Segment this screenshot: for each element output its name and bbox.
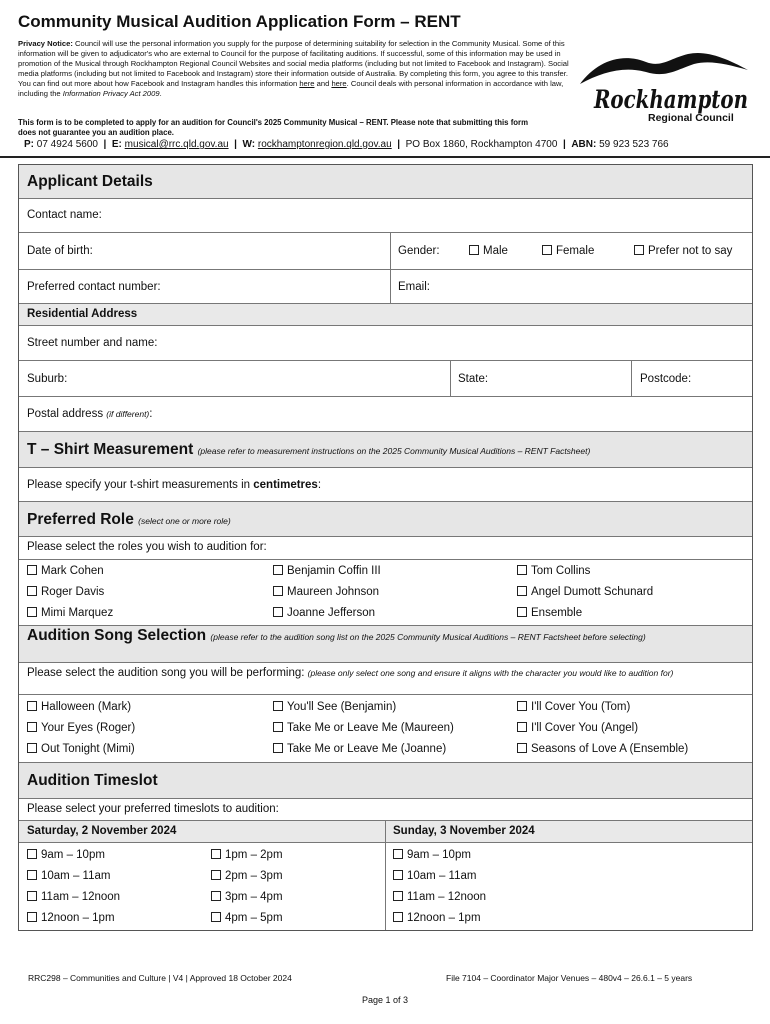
street-field[interactable] [19, 326, 752, 361]
abn-label: ABN: [571, 139, 597, 150]
day2-heading: Sunday, 3 November 2024 [393, 825, 535, 837]
gender-prefer-not-checkbox[interactable] [634, 245, 732, 257]
checkbox-icon [393, 912, 403, 922]
contact-name-label: Contact name: [27, 209, 102, 221]
checkbox-icon [393, 849, 403, 859]
checkbox-icon [517, 743, 527, 753]
checkbox-icon [27, 912, 37, 922]
email-label: E: [111, 139, 122, 150]
privacy-notice [18, 39, 570, 99]
role-option[interactable]: Mimi Marquez [27, 607, 113, 619]
abn-number: 59 923 523 766 [599, 139, 669, 150]
checkbox-icon [27, 891, 37, 901]
role-option[interactable]: Maureen Johnson [273, 586, 379, 598]
timeslot-option[interactable]: 4pm – 5pm [211, 912, 283, 924]
header-rule [0, 156, 770, 158]
web-label: W: [242, 139, 256, 150]
facebook-privacy-link[interactable]: here [299, 79, 315, 88]
song-instruction-row [19, 663, 752, 695]
page-number: Page 1 of 3 [361, 995, 409, 1005]
checkbox-icon [27, 701, 37, 711]
song-option[interactable]: Take Me or Leave Me (Joanne) [273, 743, 446, 755]
role-option[interactable]: Ensemble [517, 607, 582, 619]
timeslot-options [19, 843, 752, 930]
postal-label: Postal address (if different): [27, 408, 153, 420]
rockhampton-logo [576, 44, 752, 124]
song-option[interactable]: I'll Cover You (Tom) [517, 701, 630, 713]
checkbox-icon [517, 701, 527, 711]
privacy-text-2: . Council deals with personal information in accordance with law, including the [18, 79, 564, 98]
song-option[interactable]: Seasons of Love A (Ensemble) [517, 743, 688, 755]
checkbox-icon [27, 607, 37, 617]
footer-left: RRC298 – Communities and Culture | V4 | Approved 18 October 2024 [28, 973, 292, 983]
role-option[interactable]: Joanne Jefferson [273, 607, 375, 619]
checkbox-icon [273, 565, 283, 575]
checkbox-icon [27, 743, 37, 753]
tshirt-measurement-field[interactable] [19, 468, 752, 502]
checkbox-icon [393, 870, 403, 880]
role-option[interactable]: Mark Cohen [27, 565, 104, 577]
song-options [19, 695, 752, 763]
footer-right: File 7104 – Coordinator Major Venues – 480v4 – 26.6.1 – 5 years [446, 973, 693, 983]
divider [631, 361, 632, 396]
section-audition-timeslot [19, 763, 752, 799]
section-applicant-details [19, 165, 752, 199]
separator: | [103, 139, 107, 150]
separator: | [234, 139, 237, 150]
privacy-end: . [159, 89, 162, 98]
checkbox-icon [634, 245, 644, 255]
email-field-label[interactable]: Email: [398, 281, 430, 293]
checkbox-icon [517, 586, 527, 596]
timeslot-instruction-row [19, 799, 752, 821]
state-label[interactable]: State: [458, 373, 489, 385]
timeslot-option[interactable]: 3pm – 4pm [211, 891, 283, 903]
po-box: PO Box 1860, Rockhampton 4700 [405, 139, 558, 150]
role-option[interactable]: Angel Dumott Schunard [517, 586, 653, 598]
role-option[interactable]: Benjamin Coffin III [273, 565, 381, 577]
checkbox-icon [211, 912, 221, 922]
email-link[interactable]: musical@rrc.qld.gov.au [124, 139, 229, 150]
phone-field-label[interactable]: Preferred contact number: [27, 281, 161, 293]
timeslot-option[interactable]: 10am – 11am [393, 870, 476, 882]
privacy-label: Privacy Notice: [18, 39, 73, 48]
checkbox-icon [211, 891, 221, 901]
song-option[interactable]: You'll See (Benjamin) [273, 701, 396, 713]
checkbox-icon [273, 701, 283, 711]
role-options [19, 560, 752, 626]
separator: | [397, 139, 401, 150]
subheading-label: Residential Address [27, 308, 138, 320]
application-form [18, 164, 753, 931]
contact-name-field[interactable] [19, 199, 752, 233]
contact-bar [24, 139, 669, 150]
timeslot-option[interactable]: 9am – 10pm [393, 849, 471, 861]
checkbox-icon [27, 586, 37, 596]
checkbox-icon [517, 607, 527, 617]
gender-label: Gender: [398, 245, 440, 257]
option-label: Prefer not to say [648, 245, 733, 257]
role-option[interactable]: Tom Collins [517, 565, 590, 577]
phone-label: P: [24, 139, 34, 150]
divider [385, 843, 386, 930]
section-heading: Preferred Role (select one or more role) [27, 511, 231, 528]
separator: | [562, 139, 566, 150]
timeslot-option[interactable]: 2pm – 3pm [211, 870, 283, 882]
section-preferred-role [19, 502, 752, 537]
suburb-label[interactable]: Suburb: [27, 373, 68, 385]
role-instruction: Please select the roles you wish to audition for: [27, 541, 267, 553]
timeslot-option[interactable]: 1pm – 2pm [211, 849, 283, 861]
timeslot-option[interactable]: 12noon – 1pm [393, 912, 481, 924]
checkbox-icon [273, 722, 283, 732]
checkbox-icon [211, 849, 221, 859]
checkbox-icon [542, 245, 552, 255]
role-instruction-row [19, 537, 752, 560]
tshirt-instruction: Please specify your t-shirt measurements in centimetres: [27, 479, 322, 491]
checkbox-icon [211, 870, 221, 880]
logo-subtitle: Regional Council [648, 112, 734, 124]
timeslot-instruction: Please select your preferred timeslots to audition: [27, 803, 279, 815]
divider [390, 233, 391, 269]
checkbox-icon [27, 722, 37, 732]
song-option[interactable]: Your Eyes (Roger) [27, 722, 135, 734]
song-option[interactable]: I'll Cover You (Angel) [517, 722, 638, 734]
section-heading: Audition Song Selection (please refer to the audition song list on the 2025 Community Musical Auditions – RENT Factsheet before selecting) [27, 627, 646, 644]
checkbox-icon [273, 607, 283, 617]
timeslot-option[interactable]: 11am – 12noon [27, 891, 120, 903]
divider [390, 270, 391, 303]
dob-gender-row [19, 233, 752, 270]
postcode-label[interactable]: Postcode: [640, 373, 692, 385]
option-label: Female [556, 245, 595, 257]
section-song-selection [19, 626, 752, 663]
song-instruction: Please select the audition song you will be performing: (please only select one song and ensure it aligns with the character you would like to audition for) [27, 667, 674, 679]
postal-address-field[interactable] [19, 397, 752, 432]
checkbox-icon [393, 891, 403, 901]
dob-label: Date of birth: [27, 245, 93, 257]
privacy-and: and [316, 79, 330, 88]
gender-female-checkbox[interactable] [542, 245, 594, 257]
option-label: Male [483, 245, 508, 257]
suburb-state-postcode-row [19, 361, 752, 397]
logo-wordmark: Rockhampton [593, 85, 748, 114]
residential-address-subheading [19, 304, 752, 326]
day1-heading: Saturday, 2 November 2024 [27, 825, 177, 837]
timeslot-days-row [19, 821, 752, 843]
divider [385, 821, 386, 842]
section-heading: Applicant Details [27, 173, 153, 190]
checkbox-icon [273, 743, 283, 753]
page-title: Community Musical Audition Application Form – RENT [18, 12, 461, 31]
phone-email-row [19, 270, 752, 304]
timeslot-option[interactable]: 9am – 10pm [27, 849, 105, 861]
apply-note: This form is to be completed to apply for an audition for Council's 2025 Community Musical – RENT. Please note that submitting this form does not guarantee you an audition place. [18, 118, 529, 137]
divider [450, 361, 451, 396]
checkbox-icon [517, 722, 527, 732]
checkbox-icon [27, 849, 37, 859]
checkbox-icon [27, 870, 37, 880]
privacy-act: Information Privacy Act 2009 [62, 89, 160, 98]
timeslot-option[interactable]: 10am – 11am [27, 870, 110, 882]
song-option[interactable]: Take Me or Leave Me (Maureen) [273, 722, 454, 734]
checkbox-icon [469, 245, 479, 255]
song-option[interactable]: Halloween (Mark) [27, 701, 131, 713]
phone-number: 07 4924 5600 [36, 139, 98, 150]
website-link[interactable]: rockhamptonregion.qld.gov.au [257, 139, 392, 150]
street-label: Street number and name: [27, 337, 158, 349]
section-heading: Audition Timeslot [27, 772, 158, 789]
section-tshirt [19, 432, 752, 468]
privacy-text: Council will use the personal information you supply for the purpose of determining suitability for selection in the Community Musical. Some of this information will be given to adjudicator's who are external to Council for the purpose of facilitating auditions. If successful, some of this information may be used in promotion of the Musical through Rockhampton Regional Council Websites and social media platforms (including but not limited to Facebook and Instagram). Social media platforms (including but not limited to Facebook and Instagram) store their information outside of Australia. By completing this form, you agree to this transfer. You can find out more about how Facebook and Instagram handles this information [18, 39, 569, 88]
gender-male-checkbox[interactable] [469, 245, 508, 257]
song-option[interactable]: Out Tonight (Mimi) [27, 743, 135, 755]
instagram-privacy-link[interactable]: here [331, 79, 347, 88]
section-heading: T – Shirt Measurement (please refer to measurement instructions on the 2025 Community Musical Auditions – RENT Factsheet) [27, 441, 591, 458]
role-option[interactable]: Roger Davis [27, 586, 104, 598]
checkbox-icon [517, 565, 527, 575]
checkbox-icon [273, 586, 283, 596]
timeslot-option[interactable]: 12noon – 1pm [27, 912, 115, 924]
checkbox-icon [27, 565, 37, 575]
timeslot-option[interactable]: 11am – 12noon [393, 891, 486, 903]
